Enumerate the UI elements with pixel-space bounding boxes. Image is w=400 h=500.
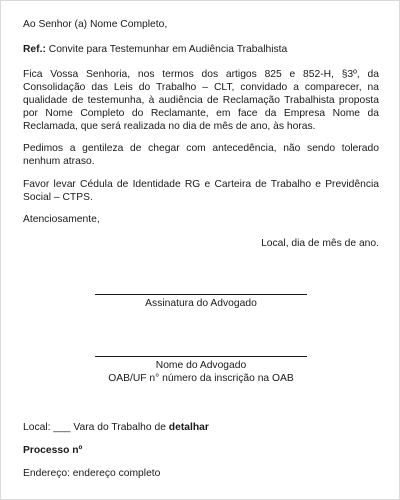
footer-local-value: ___ Vara do Trabalho de <box>50 422 169 433</box>
greeting: Ao Senhor (a) Nome Completo, <box>23 19 168 30</box>
footer-processo: Processo nº <box>23 445 83 456</box>
body-paragraph-1: Fica Vossa Senhoria, nos termos dos artigos 825 e 852-H, §3º, da Consolidação das Leis do Trabalho – CLT, convidado a comparecer, na qualidade de testemunha, à audiência de Reclamação Trabalhista proposta por Nome Completo do Reclamante, em face da Empresa Nome da Reclamada, que será realizada no dia de mês de ano, às horas. <box>23 69 379 132</box>
reference-text: Convite para Testemunhar em Audiência Trabalhista <box>45 44 288 55</box>
closing: Atenciosamente, <box>23 214 100 225</box>
footer-local <box>23 421 379 434</box>
body-paragraph-3: Favor levar Cédula de Identidade RG e Carteira de Trabalho e Previdência Social – CTPS. <box>23 179 379 203</box>
footer-endereco: Endereço: endereço completo <box>23 468 161 479</box>
lawyer-name: Nome do Advogado <box>155 360 247 371</box>
reference-label: Ref.: <box>23 44 46 55</box>
footer-local-bold: detalhar <box>168 422 209 433</box>
footer-local-label: Local: <box>23 422 51 433</box>
signature-label-1: Assinatura do Advogado <box>145 298 257 309</box>
signature-line-1 <box>95 294 307 295</box>
signature-line-2 <box>95 356 307 357</box>
place-date: Local, dia de mês de ano. <box>261 238 379 249</box>
body-paragraph-2: Pedimos a gentileza de chegar com antecedência, não sendo tolerado nenhum atraso. <box>23 143 379 167</box>
reference-line <box>23 43 379 56</box>
lawyer-oab: OAB/UF n° número da inscrição na OAB <box>108 373 294 384</box>
